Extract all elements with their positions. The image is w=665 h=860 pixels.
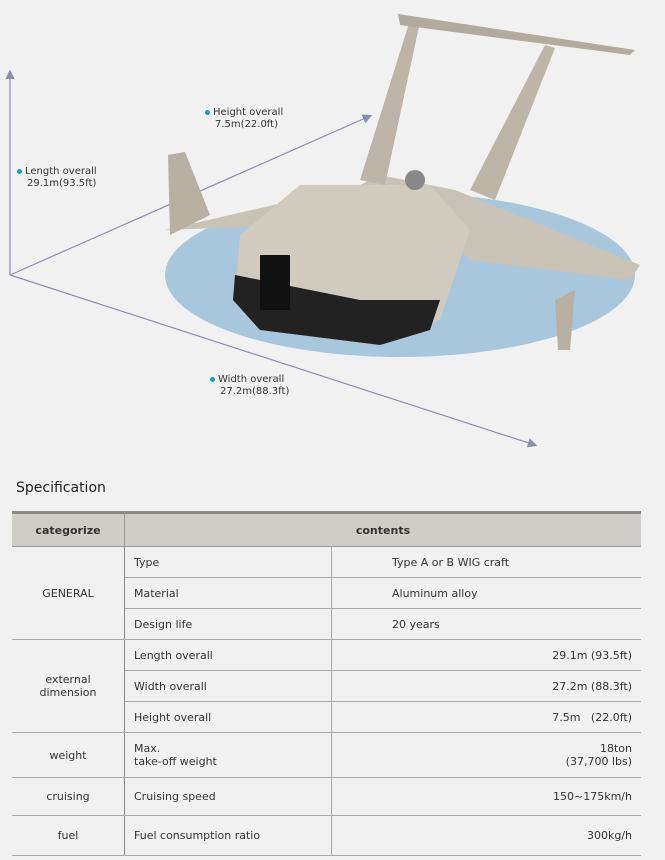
header-contents: contents xyxy=(125,513,642,547)
item-cell: Fuel consumption ratio xyxy=(125,816,332,856)
item-cell xyxy=(125,733,332,778)
header-categorize: categorize xyxy=(12,513,125,547)
value-cell: 7.5m (22.0ft) xyxy=(332,702,642,733)
item-cell: Cruising speed xyxy=(125,778,332,816)
value-cell xyxy=(332,733,642,778)
table-header xyxy=(12,513,641,547)
aircraft-image xyxy=(165,14,640,350)
length-overall-label xyxy=(17,166,97,190)
spec-title: Specification xyxy=(16,480,106,496)
value-text: 7.5m(22.0ft) xyxy=(215,119,278,130)
value-cell: 150~175km/h xyxy=(332,778,642,816)
table-row xyxy=(12,733,641,778)
item-cell: Material xyxy=(125,578,332,609)
value-cell: 300kg/h xyxy=(332,816,642,856)
table-row xyxy=(12,640,641,671)
value-line-2: (37,700 lbs) xyxy=(565,755,632,768)
item-cell: Design life xyxy=(125,609,332,640)
category-cell: cruising xyxy=(12,778,125,816)
category-cell: GENERAL xyxy=(12,547,125,640)
category-cell: weight xyxy=(12,733,125,778)
value-cell: Aluminum alloy xyxy=(332,578,642,609)
width-overall-label xyxy=(210,374,289,398)
value-cell: Type A or B WIG craft xyxy=(332,547,642,578)
spec-table xyxy=(12,511,641,856)
item-cell: Type xyxy=(125,547,332,578)
value-line-1: 18ton xyxy=(599,742,632,755)
bullet-icon xyxy=(17,169,22,174)
category-cell: fuel xyxy=(12,816,125,856)
category-cell: external dimension xyxy=(12,640,125,733)
item-line-1: Max. xyxy=(134,742,161,755)
value-text: 29.1m(93.5ft) xyxy=(27,178,97,189)
item-cell: Length overall xyxy=(125,640,332,671)
table-row xyxy=(12,816,641,856)
item-cell: Height overall xyxy=(125,702,332,733)
bullet-icon xyxy=(205,110,210,115)
label-text: Length overall xyxy=(25,166,97,177)
value-cell: 20 years xyxy=(332,609,642,640)
item-line-2: take-off weight xyxy=(134,755,217,768)
bullet-icon xyxy=(210,377,215,382)
value-cell: 29.1m (93.5ft) xyxy=(332,640,642,671)
label-text: Width overall xyxy=(218,374,285,385)
value-text: 27.2m(88.3ft) xyxy=(220,386,290,397)
item-cell: Width overall xyxy=(125,671,332,702)
label-text: Height overall xyxy=(213,107,284,118)
height-overall-label xyxy=(205,107,283,131)
table-row xyxy=(12,547,641,578)
table-row xyxy=(12,778,641,816)
value-cell: 27.2m (88.3ft) xyxy=(332,671,642,702)
